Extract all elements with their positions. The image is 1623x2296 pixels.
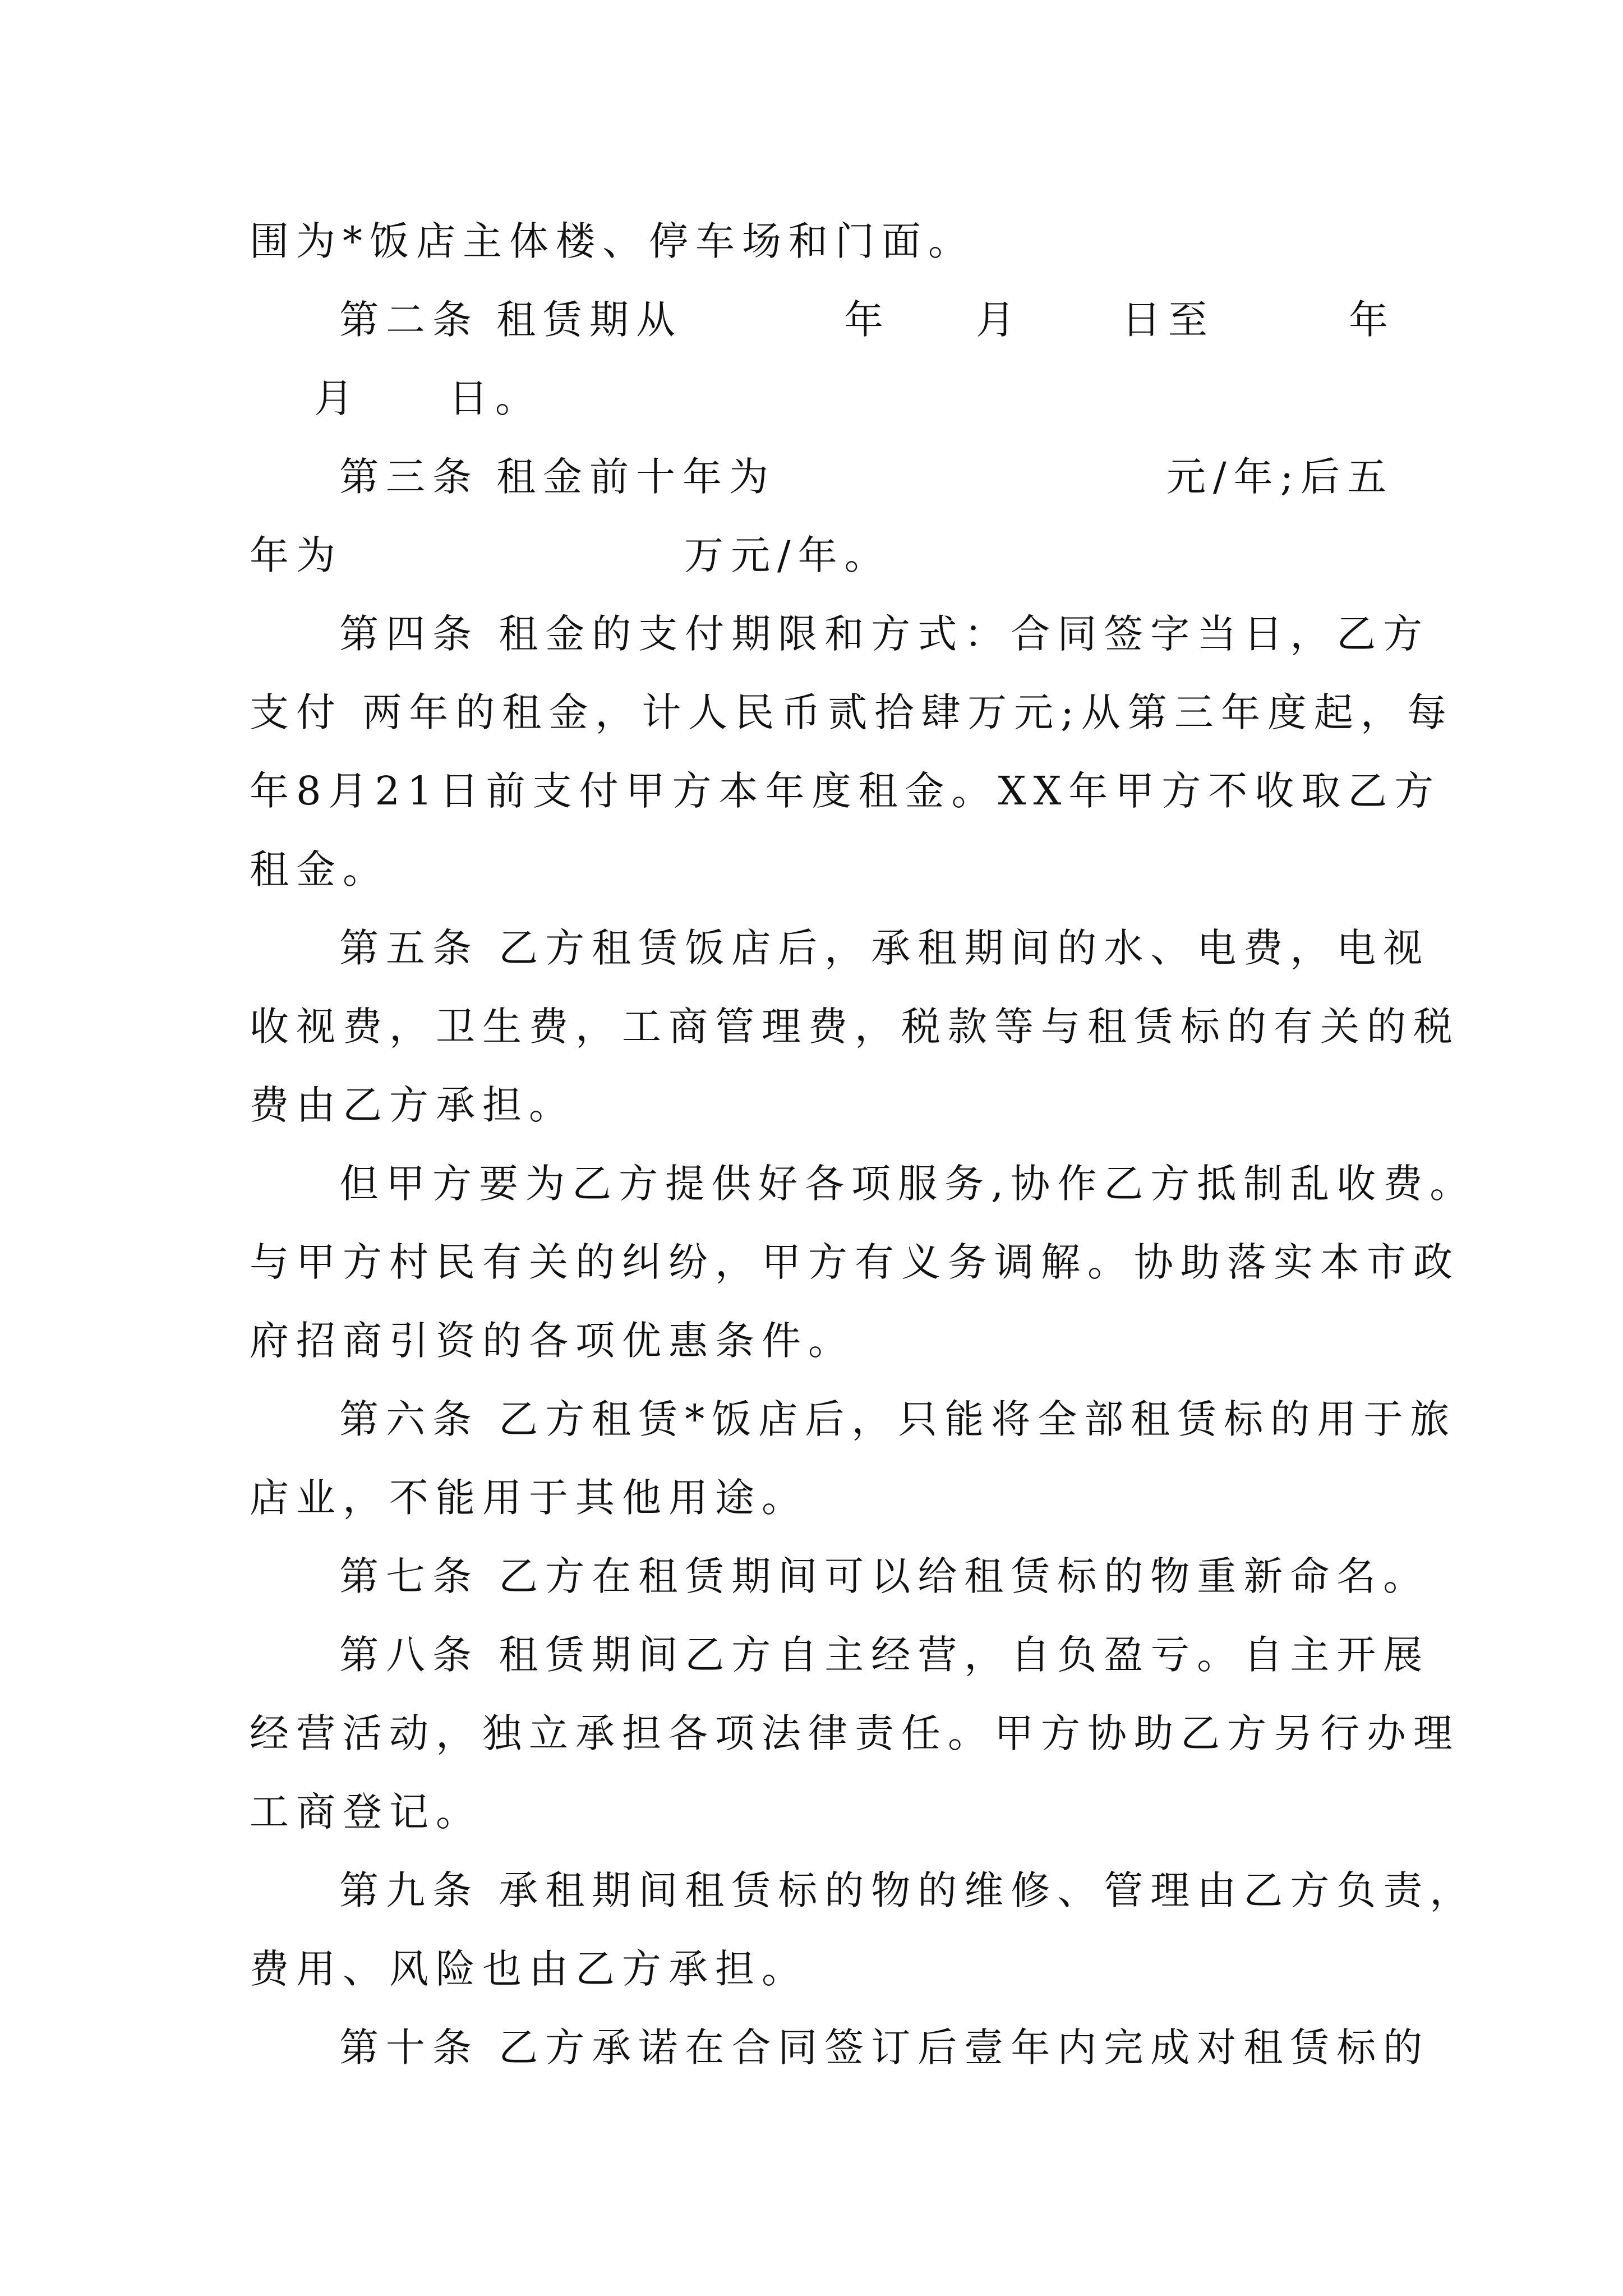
text-line: 第七条 乙方在租赁期间可以给租赁标的物重新命名。 xyxy=(339,1553,1430,1599)
text-line: 围为*饭店主体楼、停车场和门面。 xyxy=(250,218,975,264)
text-line: 与甲方村民有关的纠纷，甲方有义务调解。协助落实本市政 xyxy=(250,1239,1460,1285)
text-line: 第四条 租金的支付期限和方式：合同签字当日，乙方 xyxy=(339,611,1430,657)
text-segment: 租赁期从 xyxy=(496,297,683,343)
text-segment: 日。 xyxy=(449,375,542,421)
text-segment: 月 xyxy=(976,297,1022,343)
text-segment: 年为 xyxy=(250,532,343,578)
text-line: 第五条 乙方租赁饭店后，承租期间的水、电费，电视 xyxy=(339,925,1430,971)
text-line: 第六条 乙方租赁*饭店后，只能将全部租赁标的用于旅 xyxy=(339,1396,1457,1442)
text-line: 支付 两年的租金，计人民币贰拾肆万元;从第三年度起，每 xyxy=(250,689,1454,735)
text-line-article-2 xyxy=(339,289,1394,351)
text-segment: 元/年;后五 xyxy=(1166,454,1394,500)
text-line-article-3-cont xyxy=(250,524,1394,586)
text-segment: 万元/年。 xyxy=(684,532,891,578)
text-line: 第八条 租赁期间乙方自主经营，自负盈亏。自主开展 xyxy=(339,1632,1430,1678)
text-line: 租金。 xyxy=(250,846,389,892)
text-line: 工商登记。 xyxy=(250,1789,482,1835)
text-line: 店业，不能用于其他用途。 xyxy=(250,1475,808,1521)
text-line: 第十条 乙方承诺在合同签订后壹年内完成对租赁标的 xyxy=(339,2024,1430,2070)
text-segment: 年 xyxy=(844,297,891,343)
text-line-article-2-cont xyxy=(250,367,1394,429)
text-line: 费用、风险也由乙方承担。 xyxy=(250,1946,808,1992)
text-line: 年8月21日前支付甲方本年度租金。XX年甲方不收取乙方 xyxy=(250,768,1441,814)
text-line: 第九条 承租期间租赁标的物的维修、管理由乙方负责， xyxy=(339,1867,1477,1913)
text-segment: 日至 xyxy=(1122,297,1215,343)
text-segment: 月 xyxy=(314,375,361,421)
article-number: 第三条 xyxy=(339,454,479,500)
text-line: 但甲方要为乙方提供好各项服务,协作乙方抵制乱收费。 xyxy=(339,1161,1477,1207)
text-segment: 年 xyxy=(1349,297,1395,343)
article-number: 第二条 xyxy=(339,297,479,343)
text-line: 费由乙方承担。 xyxy=(250,1082,575,1128)
text-line: 收视费，卫生费，工商管理费，税款等与租赁标的有关的税 xyxy=(250,1004,1460,1050)
text-line: 经营活动，独立承担各项法律责任。甲方协助乙方另行办理 xyxy=(250,1710,1460,1756)
text-line-article-3 xyxy=(339,446,1394,508)
text-segment: 租金前十年为 xyxy=(496,454,776,500)
text-line: 府招商引资的各项优惠条件。 xyxy=(250,1318,855,1364)
